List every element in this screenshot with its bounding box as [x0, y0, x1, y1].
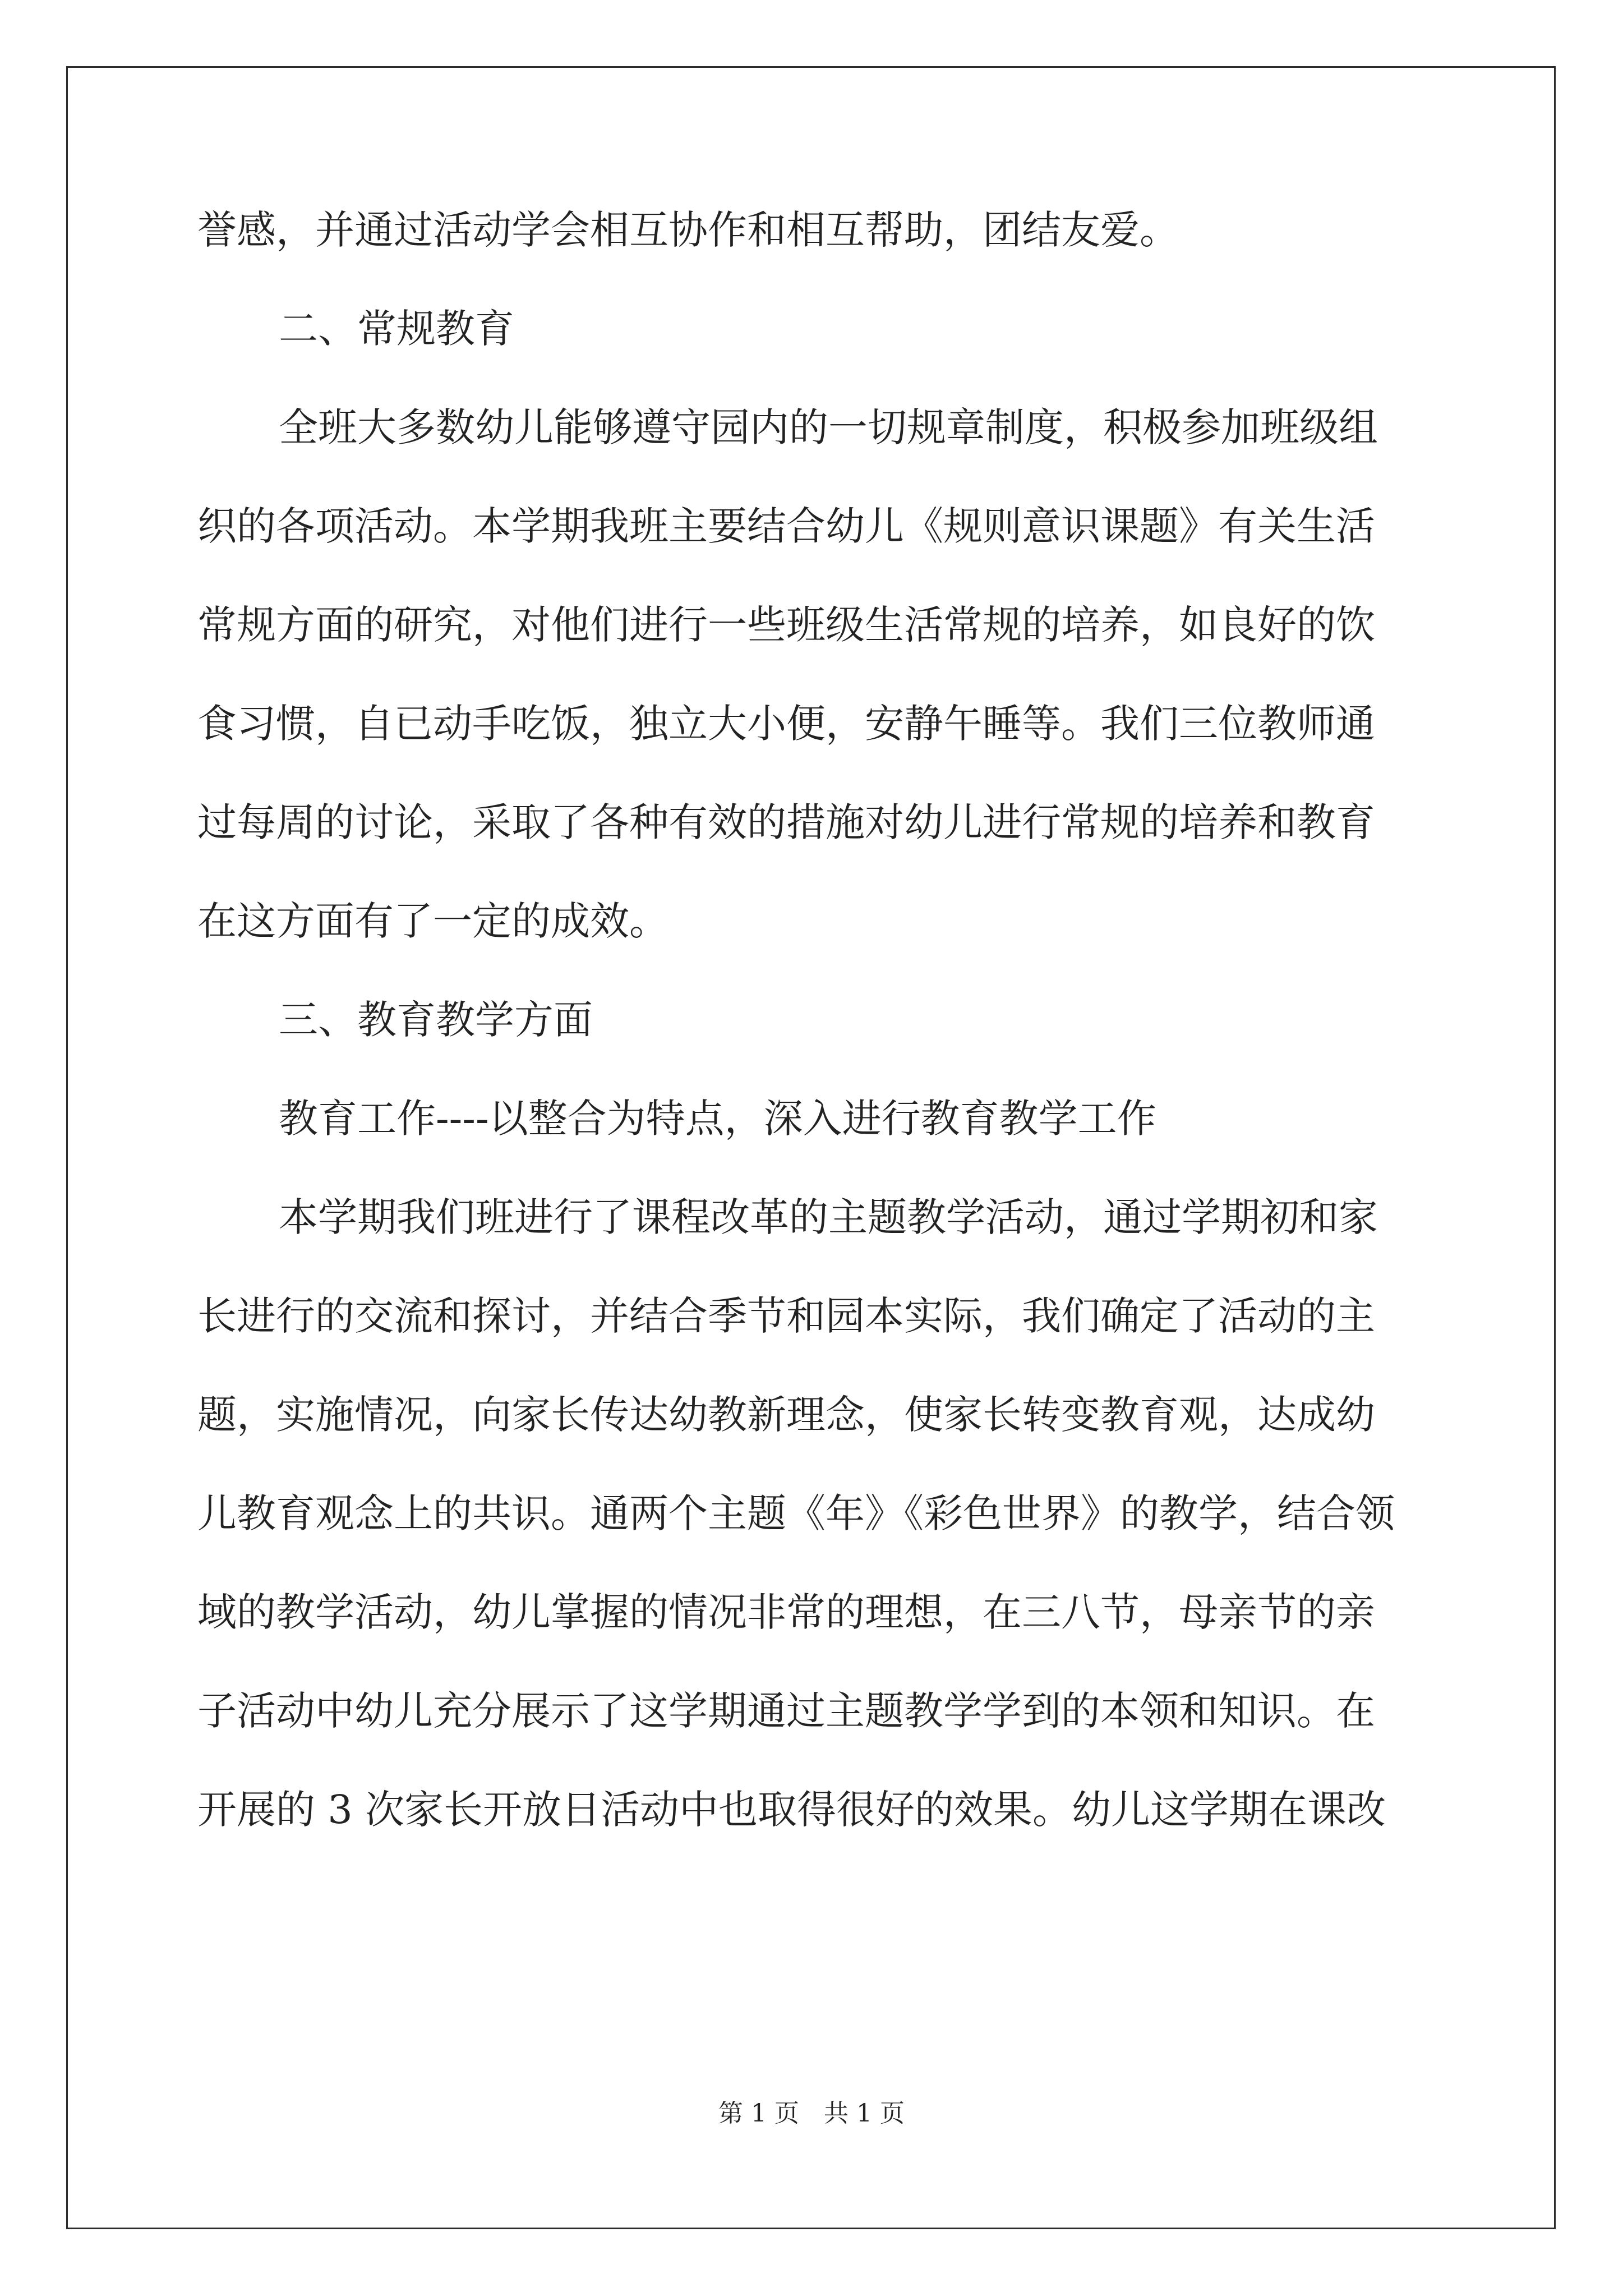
paragraph-line: 过每周的讨论，采取了各种有效的措施对幼儿进行常规的培养和教育	[197, 799, 1375, 845]
paragraph-line: 常规方面的研究，对他们进行一些班级生活常规的培养，如良好的饮	[197, 602, 1375, 648]
paragraph-line: 本学期我们班进行了课程改革的主题教学活动，通过学期初和家	[279, 1194, 1378, 1240]
paragraph-line: 誉感，并通过活动学会相互协作和相互帮助，团结友爱。	[197, 207, 1179, 253]
section-heading: 三、教育教学方面	[279, 997, 593, 1043]
paragraph-line: 题，实施情况，向家长传达幼教新理念，使家长转变教育观，达成幼	[197, 1392, 1375, 1438]
paragraph-line: 织的各项活动。本学期我班主要结合幼儿《规则意识课题》有关生活	[197, 503, 1375, 549]
section-heading: 二、常规教育	[279, 306, 514, 352]
paragraph-line: 长进行的交流和探讨，并结合季节和园本实际，我们确定了活动的主	[197, 1293, 1375, 1339]
paragraph-line: 开展的 3 次家长开放日活动中也取得很好的效果。幼儿这学期在课改	[197, 1787, 1386, 1833]
page-number: 第 1 页 共 1 页	[718, 2099, 905, 2128]
subheading-line: 教育工作----以整合为特点，深入进行教育教学工作	[279, 1096, 1156, 1142]
paragraph-line: 域的教学活动，幼儿掌握的情况非常的理想，在三八节，母亲节的亲	[197, 1589, 1375, 1635]
paragraph-line: 食习惯，自已动手吃饭，独立大小便，安静午睡等。我们三位教师通	[197, 701, 1375, 747]
paragraph-line: 儿教育观念上的共识。通两个主题《年》《彩色世界》的教学，结合领	[197, 1490, 1395, 1536]
paragraph-line: 在这方面有了一定的成效。	[197, 898, 668, 944]
page-border	[66, 66, 1556, 2229]
paragraph-line: 子活动中幼儿充分展示了这学期通过主题教学学到的本领和知识。在	[197, 1688, 1375, 1734]
paragraph-line: 全班大多数幼儿能够遵守园内的一切规章制度，积极参加班级组	[279, 404, 1378, 450]
